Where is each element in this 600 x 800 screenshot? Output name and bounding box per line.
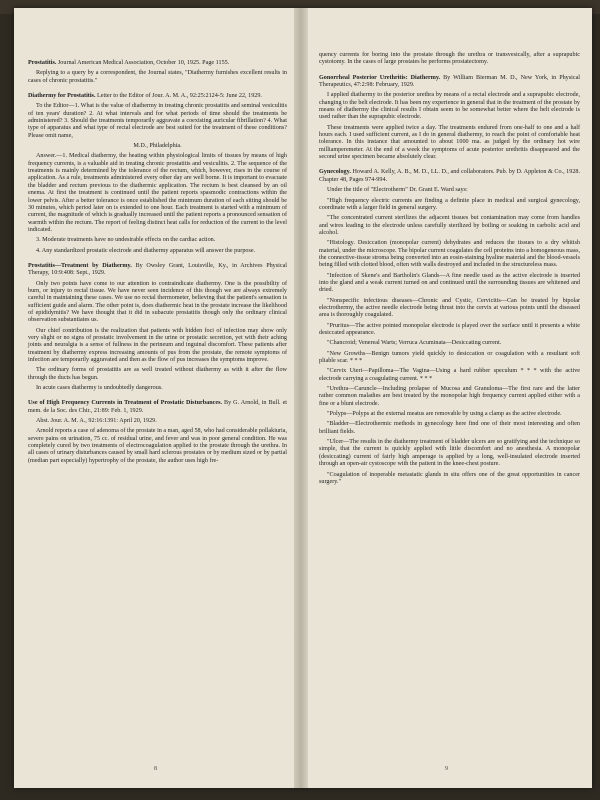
entry-title: Gonorrheal Posterior Urethritis: Diathermy. <box>319 74 441 81</box>
entry-title: Prostatitis. <box>28 60 57 66</box>
entry-paragraph: In acute cases diathermy is undoubtedly dangerous. <box>36 385 163 392</box>
entry-gonorrheal-urethritis <box>319 75 580 162</box>
right-page <box>305 8 592 788</box>
entry-paragraph: quency currents for boring into the prostate through the urethra or transvesically, after a suprapubic cystotomy. In the cases of large prostates he performs prostatectomy. <box>319 52 580 66</box>
entry-paragraph: Replying to a query by a correspondent, the Journal states, "Diathermy furnishes excellent results in cases of chronic prostatitis." <box>28 70 287 84</box>
entry-paragraph: Abst. Jour. A. M. A., 92:16:1391: April 20, 1929. <box>36 418 157 425</box>
entry-paragraph: 4. Any standardized prostatic electrode and diathermy apparatus will answer the purpose. <box>36 247 256 254</box>
entry-source: Letter to the Editor of Jour. A. M. A., 92:25:2124-5: June 22, 1929. <box>95 93 262 100</box>
entry-paragraph: I applied diathermy to the posterior urethra by means of a rectal electrode and a suprapubic electrode, changing to the belt electrode. It has been my experience in general that in the treatment of the prostate by means of diathermy the clinical results I obtain seem to be somewhat better where the belt electrode is used rather than the suprapubic electrode. <box>319 92 580 121</box>
entry-gynecology <box>319 169 580 486</box>
entry-high-frequency-currents <box>28 400 287 465</box>
entry-source: By G. Arnold, in Bull. et mem. de la Soc. des Chir., 21:89: Feb. 1, 1929. <box>28 400 287 414</box>
entry-paragraph: "Chancroid; Venereal Warts; Verruca Acuminata—Desiccating current. <box>327 340 502 347</box>
page-number: 8 <box>154 766 157 772</box>
entry-source: Journal American Medical Association, October 10, 1925. Page 1155. <box>56 60 230 66</box>
entry-paragraph: Arnold reports a case of adenoma of the prostate in a man, aged 58, who had considerable pollakiuria, severe pains on urination, 75 cc. of residual urine, and fever and was in poor general condition. He was completely cured by two treatments of electrocoagulation applied to the prostate through the urethra. In all cases of urinary disturbances caused by small hard sclerous prostates or by medium sized or by partial (median part especially) hypertrophy of the prostate, the author uses high fre- <box>28 428 287 464</box>
entry-paragraph: "Nonspecific infectious diseases—Chronic and Cystic, Cervicitis—Can be treated by bipolar electrothermy, the active needle electrode being thrust into the cervix at various points until the diseased area is thoroughly coagulated. <box>319 297 580 319</box>
entry-title: Diathermy for Prostatitis. <box>28 93 96 100</box>
entry-diathermy-for-prostatitis <box>28 93 287 255</box>
entry-paragraph: "Cervix Uteri—Papilloma—The Vagina—Using a hard rubber speculum * * * with the active electrode carrying a coagulating current. * * * <box>319 368 580 382</box>
entry-paragraph: "Urethra—Caruncle—Including prolapse of Mucosa and Granuloma—The first rare and the latter rather common maladies are best treated by the monopolar high frequency current applied either with a fine or a blunt electrode. <box>319 386 580 407</box>
entry-paragraph: "New Growths—Benign tumors yield quickly to desiccation or coagulation with a resultant soft pliable scar. * * * <box>319 350 580 365</box>
entry-paragraph: "The concentrated current sterilizes the adjacent tissues but contamination may come from handles and wires leading to the electrode unless carefully sterilized by boiling or soaking in carbolic acid and alcohol. <box>319 215 580 236</box>
entry-paragraph: The ordinary forms of prostatitis are as well treated without diathermy as with it after the flow through the ducts has begun. <box>28 367 287 381</box>
page-number: 9 <box>445 766 448 772</box>
entry-paragraph: "Polyps—Polyps at the external meatus are removable by using a clamp as the active electrode. <box>327 411 562 418</box>
open-booklet <box>14 8 592 788</box>
entry-paragraph: "Coagulation of inoperable metastatic glands in situ offers one of the great opportunities in cancer surgery." <box>319 471 580 485</box>
entry-prostatitis-jama <box>28 60 287 85</box>
entry-paragraph: "High frequency electric currents are finding a definite place in medical and surgical gynecology, coordinate with a larger field in general surgery. <box>319 197 580 211</box>
left-page <box>14 8 297 788</box>
entry-continuation <box>319 52 580 67</box>
entry-paragraph: Our chief contribution is the realization that patients with hidden foci of infection may show only very slight or no signs of prostatic involvement in the urine or prostatic secretion, yet with their aching joints and neuralgia is a sense of fullness in the perineum and inguinal discomfort. These patients after treatment by diathermy express increasing amounts of pus from the prostate, the remote symptoms of infection are temporarily aggravated and then as the flow of pus increases the symptoms improve. <box>28 327 287 364</box>
entry-paragraph: Answer.—1. Medical diathermy, the heating within physiological limits of tissues by means of high frequency currents, is a valuable aid in treating chronic prostatitis and vesiculitis. 2. The sequence of the treatments is mainly determined by the tolerance of the rectum, which, however, rises in the course of application. As a rule, treatments administered every other day are well borne. It is important to evacuate the bladder and rectum previous to the diathermic application. The rectum is best cleansed by an oil enema. At first the treatment is continued until the patient reports spasmodic contractions within the lower pelvis. After a better tolerance is once established the minimum duration of each sitting should be 30 minutes, which period later on is extended to one hour. Each treatment is started with a minimum of current, the magnitude of which is gradually increased until the patient reports a pronounced sensation of warmth within the rectum. The report of feeling distinct heat calls for reduction of the current to the level indicated. <box>28 153 287 233</box>
entry-source: By William Bierman M. D., New York, in Physical Therapeutics, 47:2:98: February, 1929. <box>319 74 580 89</box>
entry-signature: M.D., Philadelphia. <box>133 143 182 150</box>
entry-paragraph: "Bladder—Electrothermic methods in gynecology here find one of their most interesting and often brilliant fields. <box>319 421 580 435</box>
entry-source: Howard A. Kelly, A. B., M. D., LL. D., and collaborators. Pub. by D. Appleton & Co., 1928. Chapter 48, Pages 974-994. <box>319 169 580 183</box>
entry-paragraph: "Ulcer—The results in the diathermy treatment of bladder ulcers are so gratifying and the technique so simple, that the current is quickly applied with little discomfort and no anesthesia. A monopolar (desiccating) current of fairly high amperage is applied by a long, well-insulated electrode inserted through an open-air cystoscope with the patient in the knee-chest posture. <box>319 439 580 468</box>
entry-paragraph: "Pruritus—The active pointed monopolar electrode is played over the surface until it presents a white desiccated appearance. <box>319 322 580 336</box>
entry-title: Gynecology. <box>319 169 351 176</box>
entry-source: By Owsley Grant, Louisville, Ky., in Archives Physical Therapy, 10:9:408: Sept., 1929. <box>28 262 287 277</box>
entry-paragraph: To the Editor—1. What is the value of diathermy in treating chronic prostatitis and seminal vesiculitis of ten years' duration? 2. At what intervals and for what periods of time should the treatments be administered? 3. Should the treatments temporarily aggravate a coexisting auricular fibrillation? 4. What type of apparatus and what type of rectal electrode are best suited for the treatment of these conditions? Please omit name, <box>28 103 287 139</box>
entry-paragraph: Under the title of "Electrotherm" Dr. Grant E. Ward says: <box>327 187 468 194</box>
entry-title: Use of High Frequency Currents in Treatment of Prostatic Disturbances. <box>28 400 223 407</box>
entry-title: Prostatitis—Treatment by Diathermy. <box>28 262 132 269</box>
entry-paragraph: 3. Moderate treatments have no undesirable effects on the cardiac action. <box>36 237 216 244</box>
entry-prostatitis-treatment-diathermy <box>28 263 287 393</box>
entry-paragraph: Only two points have come to our attention to contraindicate diathermy. One is the possibility of burn, or injury to rectal tissue. We have never seen incidence of this though we are always extremely careful in maintaining these cases. We use no rectal thermometer, believing that the patient's sensation is sufficient guide and alarm. The other point is, does diathermic heat in the prostate increase the likelihood of epididymitis? We have thought that it did in subacute prostatitis though only the ordinary clinical observation substantiates us. <box>28 280 287 324</box>
entry-paragraph: "Histology. Desiccation (monopolar current) dehydrates and reduces the tissues to a dry whitish material, under the microscope. The bipolar current coagulates the cell proteins into a homogeneous mass, the connective-tissue stroma being converted into an eosin-staining hyaline material and the blood-vessels being filled with clotted blood, often with walls destroyed and included in the structureless mass. <box>319 240 580 269</box>
entry-paragraph: These treatments were applied twice a day. The treatments endured from one-half to one and a half hours each. I used sufficient current, as I do in general diathermy, to reach the point of comfortable heat tolerance. In this instance that amounted to about 1000 ma. as judged by the ordinary hot wire milliamperemeter. At the end of a week the symptoms of acute posterior urethritis disappeared and the second urine specimen became absolutely clear. <box>319 124 580 161</box>
entry-paragraph: "Infection of Skene's and Bartholin's Glands—A fine needle used as the active electrode is inserted into the gland and a weak current turned on and continued until the surrounding tissues are whitened and dried. <box>319 272 580 294</box>
